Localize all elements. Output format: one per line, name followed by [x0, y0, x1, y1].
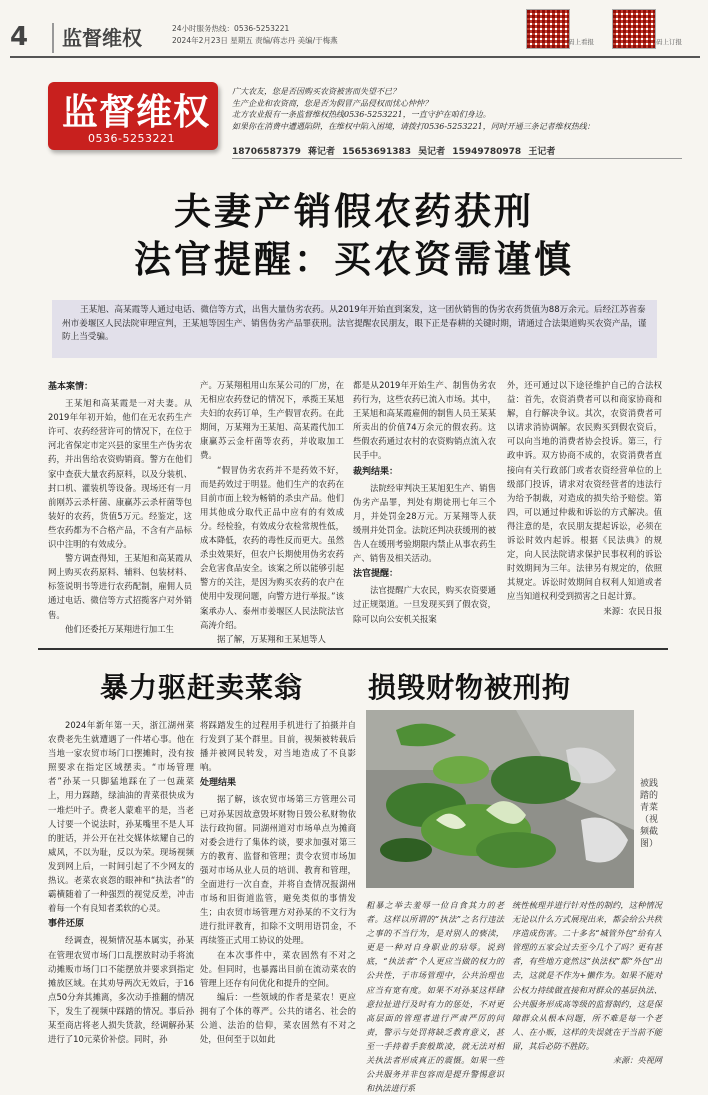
qr-code-subscribe-icon[interactable] — [612, 9, 656, 49]
article2-column-4 — [512, 898, 662, 1067]
article1-column-4 — [507, 378, 662, 618]
paragraph: 经调查，视频情况基本属实，孙某在管理农贸市场门口乱摆放时动手将流动摊贩市场门口不能摆放并要求到指定摊放区域。在其劝导两次无效后，于16点50分奔其摊离，多次动手推翻的情况下，发生了视频中踩踏的情况。事后孙某至商店将老人损失货款，经调解孙某进行了10元菜价补偿。同时，孙 — [48, 935, 194, 1045]
subheading: 法官提醒： — [353, 569, 399, 580]
paragraph: 他们还委托万某翔进行加工生 — [65, 623, 174, 634]
subheading: 基本案情： — [48, 382, 94, 392]
paragraph: 统性梳理并进行针对性的制约，这种情况无论以什么方式展现出来，都会给公共秩序造成伤害。二十多名“城管外包”给有人管理的五家会过去至今几个了吗？更有甚者，有些地方竟然这“执法权”都“外包”出去，这就是不作为+懒作为。如果不能对公权力持续做直接和对群众的基层执法、公共服务形成高等级的监督制约，这是保障群众从根本问题，所不难是每一个老人、在小贩，这样的失误就在于当前不能留，其后必防不胜防。 — [512, 900, 662, 1051]
header-divider — [10, 56, 700, 58]
paragraph: 警方调查得知，王某旭和高某霞从网上购买农药原料、辅料、包装材料、标签说明书等进行农药配制，雇佣人员通过电话、微信等方式招揽客户对外销售。 — [48, 553, 192, 620]
subheading: 事件还原 — [48, 919, 85, 930]
article2-column-1 — [48, 718, 194, 1046]
page-number: 4 — [10, 22, 29, 52]
paragraph: 外，还可通过以下途径维护自己的合法权益：首先，农资消费者可以和商家协商和解，自行解决争议。其次，农资消费者可以请求消协调解。农民购买到假农资后，可以向当地的消费者协会投诉。第三，行政申诉。双方协商不成的，农资消费者直接向有关行政部门或者农资经营单位的上级部门投诉，请求对农资经营者的违法行为给予制裁，对造成的损失给予赔偿。第四，可以通过仲裁和诉讼的方式解决。值得注意的是，农民朋友提起诉讼，必须在诉讼时效内起诉。根据《民法典》的规定，向人民法院请求保护民事权利的诉讼时效期间为三年。法律另有规定的，依照其规定。诉讼时效期间自权利人知道或者应当知道权利受到损害之日起计算。 — [507, 380, 662, 602]
paragraph: 法官提醒广大农民，购买农资要通过正规渠道。一旦发现买到了假农资，除可以向公安机关报案 — [353, 585, 496, 624]
article1-column-2 — [200, 378, 344, 646]
photo-caption: 被践踏的青菜（视频截图） — [640, 779, 659, 849]
article1-column-1 — [48, 378, 192, 636]
trampled-vegetables-photo — [366, 710, 634, 888]
article2-headline-right: 损毁财物被刑拘 — [368, 671, 572, 704]
qr-read-label: 码上看报 — [568, 38, 594, 46]
paragraph: 编后：一些领域的作者是菜农！更应拥有了个体的尊严。公共的诸名、社会的公道、法治的信仰，菜农固然有不对之处，但何至于以如此 — [200, 991, 356, 1045]
article1-column-3 — [353, 378, 496, 626]
source-credit: 来源：农民日报 — [603, 605, 662, 616]
subheading: 裁判结果： — [353, 466, 399, 477]
intro-divider — [232, 158, 682, 159]
reporter-phones: 18706587379 蒋记者 15653691383 吴记者 15949780978 王记者 — [232, 147, 556, 157]
column-logo-title: 监督维权 — [62, 92, 211, 133]
paragraph: 都是从2019年开始生产、制售伪劣农药行为，这些农药已流入市场。其中，王某旭和高某霞雇佣的制售人员王某某所卖出的价值74万余元的假农药。这些假农药通过农村的农资购销点流入农民手中。 — [353, 380, 496, 461]
column-logo-phone: 0536-5253221 — [88, 132, 175, 145]
qr-subscribe-label: 码上订报 — [656, 38, 682, 46]
paragraph: 产。万某翔租用山东某公司的厂房，在无相应农药登记的情况下，承揽王某旭夫妇的农药订单，生产假冒农药。在此期间，万某翔为王某旭、高某霞代加工康赢苏云金杆菌等农药，并收取加工费。 — [200, 380, 344, 461]
article-divider — [38, 648, 668, 650]
intro-line: 如果你在消费中遭遇陷阱，在维权中陷入困境，请拨打0536-5253221，同时开通三条记者维权热线： — [232, 121, 595, 131]
paragraph: 将踩踏发生的过程用手机进行了拍摄并自行发到了某个群里。目前，视频被转载后播并被网民转发，对当地造成了不良影响。 — [200, 720, 356, 773]
article1-summary: 王某旭、高某霞等人通过电话、微信等方式，出售大量伪劣农药。从2019年开始直到案发，这一团伙销售的伪劣农药货值为88万余元。后经江苏省泰州市姜堰区人民法院审理宣判，王某旭等因生产、销售伪劣产品罪获刑。法官提醒农民朋友，眼下正是春耕的关键时期，请通过合法渠道购买农资产品，谨防上当受骗。 — [62, 305, 647, 343]
paragraph: 粗暴之举去羞辱一位自食其力的老者。这样以所谓的“执法”之名行违法之事的不当行为，是对别人的亵渎，更是一种对自身职业的玷辱。说到底，“执法者”个人更应当做的权力的公共性，于市场管理中，公共治理也应当有宽有度。如果不对孙某这样肆意拉扯进行及时有力的惩处，不对更高层面的管理者进行严肃严厉的问责，警示与处罚将缺乏教育意义，甚至一手持着手套般欺凌，就无法对相关执法者形成真正的震慑。如果一些公共服务并非包容而是提升警惕意识和执法进行系 — [366, 900, 504, 1094]
paragraph: 王某旭和高某霞是一对夫妻。从2019年年初开始，他们在无农药生产许可、农药经营许可的情况下，在位于河北省保定市定兴县的家里生产伪劣农药，并出售给农资购销商。警方在他们家中查获大量农药原料，以及分装机、封口机、灌装机等设备。现场还有一月前刚苏云杀杆菌、康赢苏云杀杆菌等包装好的农药，货值5万元。经鉴定，这些农药都为不合格产品，不含有产品标识中注明的有效成分。 — [48, 398, 192, 550]
intro-line: 北方农业报有一条监督维权热线0536-5253221，一直守护在咱们身边。 — [232, 110, 491, 119]
article2-headline-left: 暴力驱赶卖菜翁 — [100, 671, 304, 704]
article1-headline-main: 夫妻产销假农药获刑 — [174, 190, 534, 233]
paragraph: “假冒伪劣农药并不是药效不好，而是药效过于明显。他们生产的农药在目前市面上较为畅销的杀虫产品。他们用其他成分取代正品中应有的有效成分。经检验，有效成分农检常规性低，成本降低，农药的毒性反而更大。虽然杀虫效果好，但农户长期使用伪劣农药会危害食品安全。该案之所以能够引起警方的关注，是因为购买农药的农户在使用中发现问题，向警方进行举报。”该案承办人、泰州市姜堰区人民法院法官高涛介绍。 — [200, 464, 344, 630]
section-title: 监督维权 — [52, 23, 142, 53]
qr-code-read-icon[interactable] — [526, 9, 570, 49]
paragraph: 2024年新年第一天，浙江湖州菜农费老先生就遭遇了一件堵心事。他在当地一家农贸市场门口摆摊时，没有按照要求在指定区域摆卖。“市场管理者”孙某一只脚猛地踩在了一包蔬菜上，用力踩踏，绿油油的青菜很快成为一堆烂叶子。费老人蒙难平的是，当老人讨要一个说法时，孙某嘴里不是人耳的脏话，并公开在社交媒体炫耀自己的威风，不以为耻，反以为荣。现场视频发到网上后，一时间引起了不少网友的热议。老菜农哀怨的眼神和“执法者”的霸横随着了一种强烈的视觉反差，冲击着每一个有良知者柔软的心灵。 — [48, 720, 194, 914]
subheading: 处理结果 — [200, 778, 237, 789]
hotline-text: 24小时服务热线：0536-5253221 — [172, 24, 290, 33]
source-credit: 来源：央视网 — [612, 1055, 662, 1066]
paragraph: 据了解，万某翔和王某旭等人 — [217, 633, 326, 644]
paragraph: 据了解，该农贸市场第三方管理公司已对孙某因故意毁坏财物日毁公私财物依法行政拘留。同湖州道对市场单点为摊商对委会进行了集体约谈，要求加强对第三方的教育、监督和管理；责令农贸市场加强对市场从业人员的培训、教育和管理，全面进行一次自查，并将自查情况报湖州市场和旧街道监管，避免类似的事情发生；由农贸市场管理方对孙某的不文行为进行批评教育，扣除不文明用语罚金，不再续签正式用工协议的处理。 — [200, 794, 356, 946]
intro-line: 广大农友，您是否因购买农资被害而失望不已？ — [232, 87, 400, 96]
intro-line: 生产企业和农资商，您是否为假冒产品侵权而忧心忡忡？ — [232, 98, 432, 108]
article1-headline-sub: 法官提醒：买农资需谨慎 — [134, 238, 574, 281]
date-editor-line: 2024年2月23日 星期五 责编/蒋志丹 美编/于梅燕 — [172, 36, 338, 45]
article2-column-3 — [366, 898, 504, 1095]
paragraph: 在本次事件中，菜农固然有不对之处。但同时，也暴露出目前在流动菜农的管理上还存有问优化和提升的空间。 — [200, 949, 356, 988]
article2-column-2 — [200, 718, 356, 1046]
paragraph: 法院经审判决王某旭犯生产、销售伪劣产品罪，判处有期徒刑七年三个月，并处罚金28万元。万某翔等人获缓刑并处罚金。法院还判决获缓刑的被告人在缓刑考验期限内禁止从事农药生产、销售及相关活动。 — [353, 482, 496, 564]
column-intro — [232, 86, 612, 132]
vegetables-illustration — [366, 710, 634, 888]
